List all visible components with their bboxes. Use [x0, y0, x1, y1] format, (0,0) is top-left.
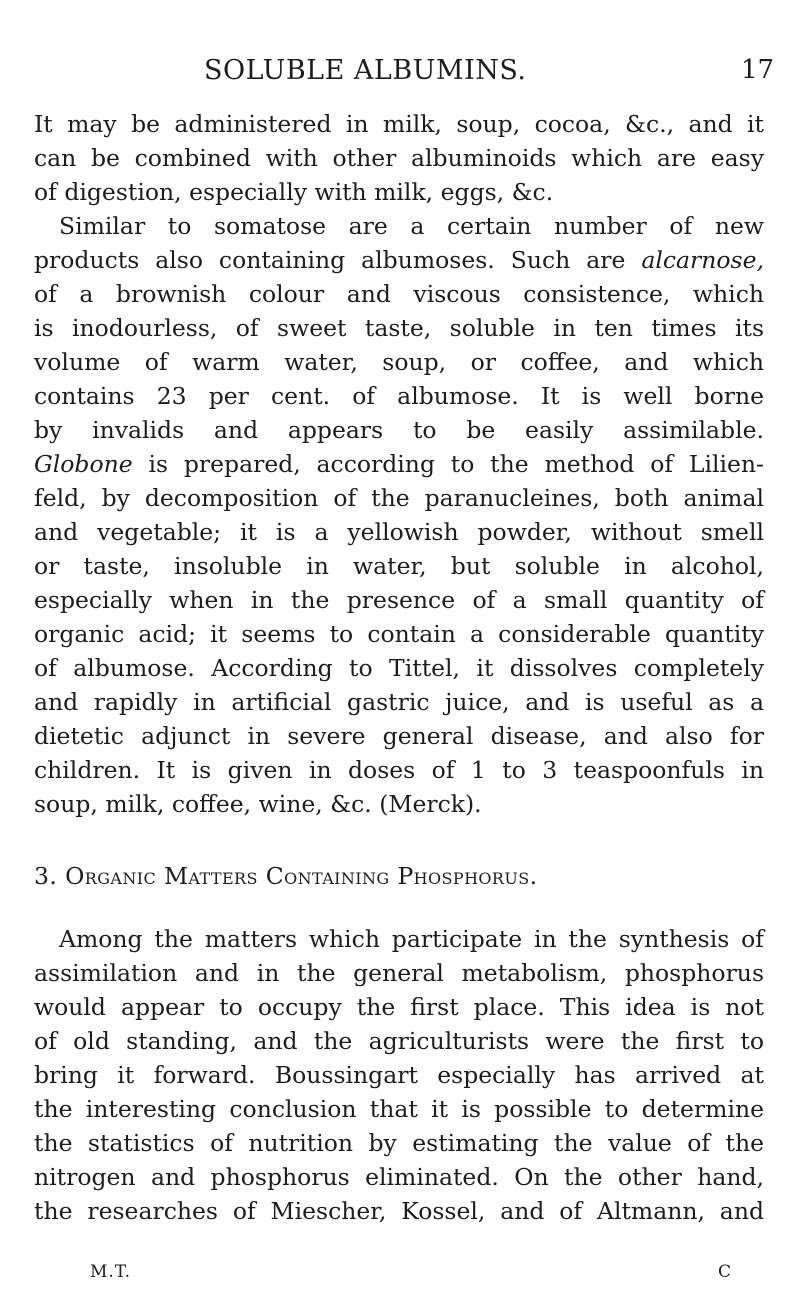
text-line: Similar to somatose are a certain number of new [59, 212, 764, 240]
text-line: It may be administered in milk, soup, cocoa, &c., and it [34, 110, 764, 138]
text-line: can be combined with other albuminoids which are easy [34, 144, 764, 172]
text-line: and rapidly in artificial gastric juice, and is useful as a [34, 688, 764, 716]
text-line: nitrogen and phosphorus eliminated. On the other hand, [34, 1163, 764, 1191]
text-line: volume of warm water, soup, or coffee, and which [34, 348, 764, 376]
running-head [0, 55, 800, 95]
text-line: is inodourless, of sweet taste, soluble in ten times its [34, 314, 764, 342]
page-number: 17 [741, 55, 775, 85]
text-line: the interesting conclusion that it is possible to determine [34, 1095, 764, 1123]
text-line: by invalids and appears to be easily assimilable. [34, 416, 764, 444]
text-line: dietetic adjunct in severe general disease, and also for [34, 722, 764, 750]
text-line: organic acid; it seems to contain a considerable quantity [34, 620, 764, 648]
text-line: children. It is given in doses of 1 to 3 teaspoonfuls in [34, 756, 764, 784]
page-footer [0, 1262, 800, 1290]
text-line: of old standing, and the agriculturists were the first to [34, 1027, 764, 1055]
text-line: of digestion, especially with milk, eggs, &c. [34, 178, 554, 206]
text-line: of a brownish colour and viscous consistence, which [34, 280, 764, 308]
text-line: the statistics of nutrition by estimating the value of the [34, 1129, 764, 1157]
text-line: Globone is prepared, according to the method of Lilien- [34, 450, 764, 478]
italic-term: alcarnose, [641, 246, 764, 274]
text-line: Among the matters which participate in the synthesis of [59, 925, 764, 953]
text-line: or taste, insoluble in water, but soluble in alcohol, [34, 552, 764, 580]
italic-term: Globone [34, 450, 133, 478]
section-heading: 3. Organic Matters Containing Phosphorus. [34, 862, 538, 890]
signature-mark: M.T. [90, 1262, 132, 1282]
text-line: of albumose. According to Tittel, it dissolves completely [34, 654, 764, 682]
text-line: soup, milk, coffee, wine, &c. (Merck). [34, 790, 482, 818]
text-line: assimilation and in the general metabolism, phosphorus [34, 959, 764, 987]
text-line: bring it forward. Boussingart especially has arrived at [34, 1061, 764, 1089]
sheet-letter: C [718, 1262, 732, 1282]
text-line: the researches of Miescher, Kossel, and of Altmann, and [34, 1197, 764, 1225]
text-line: would appear to occupy the first place. This idea is not [34, 993, 764, 1021]
text-line: contains 23 per cent. of albumose. It is well borne [34, 382, 764, 410]
running-head-title: SOLUBLE ALBUMINS. [204, 55, 527, 86]
text-line: products also containing albumoses. Such are alcarnose, [34, 246, 764, 274]
text-line: especially when in the presence of a small quantity of [34, 586, 764, 614]
text-line: and vegetable; it is a yellowish powder, without smell [34, 518, 764, 546]
text-line: feld, by decomposition of the paranucleines, both animal [34, 484, 764, 512]
